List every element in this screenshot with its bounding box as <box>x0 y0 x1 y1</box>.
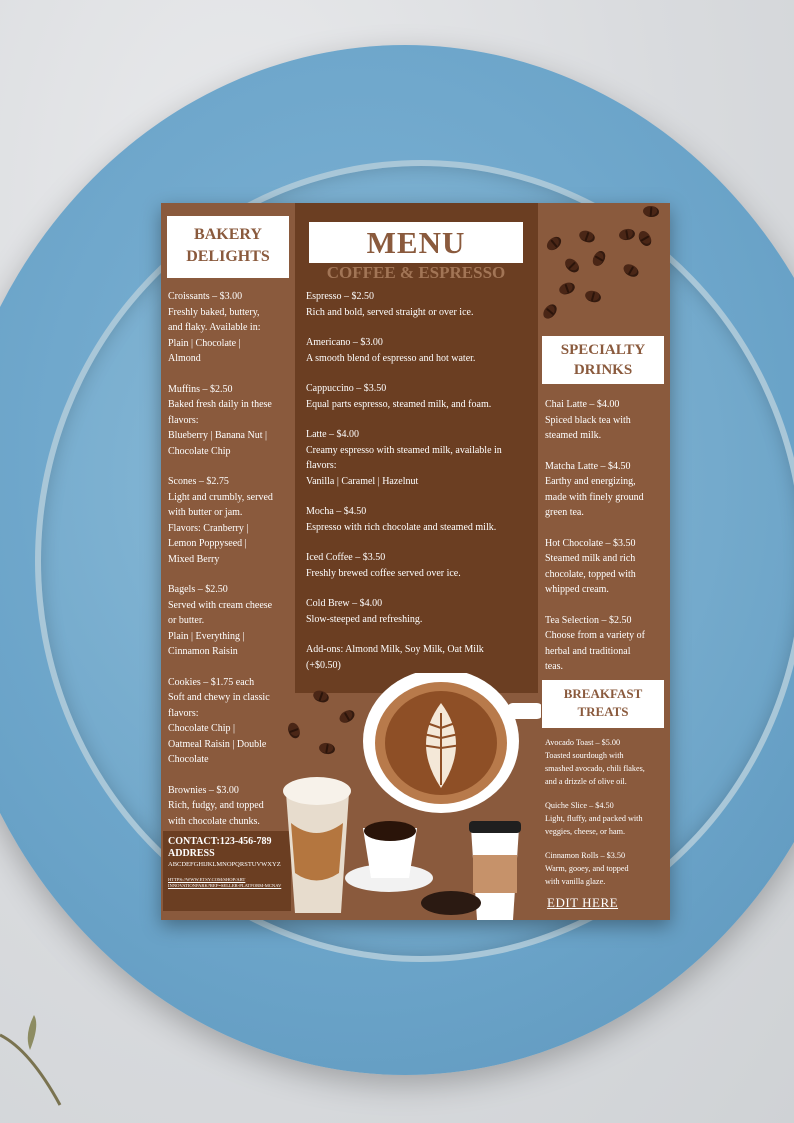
bakery-heading-line1: BAKERY <box>194 226 262 243</box>
menu-card <box>161 203 670 920</box>
item-line: Muffins – $2.50 <box>168 383 233 395</box>
breakfast-item-avocado <box>545 736 669 788</box>
contact-address-value: ABCDEFGHIJKLMNOPQRSTUVWXYZ <box>168 861 281 868</box>
coffee-item-iced-coffee <box>306 550 534 581</box>
item-line: Oatmeal Raisin | Double <box>168 738 267 750</box>
item-line: and flaky. Available in: <box>168 322 261 333</box>
contact-phone: CONTACT:123-456-789 <box>168 836 272 847</box>
coffee-item-mocha <box>306 504 534 535</box>
item-line: Add-ons: Almond Milk, Soy Milk, Oat Milk <box>306 644 484 655</box>
item-line: Rich, fudgy, and topped <box>168 800 264 811</box>
item-line: veggies, cheese, or ham. <box>545 827 626 836</box>
item-line: chocolate, topped with <box>545 568 636 580</box>
bakery-item-muffins <box>168 382 294 460</box>
breakfast-item-quiche <box>545 799 669 838</box>
specialty-item-chai <box>545 397 669 444</box>
item-line: Espresso with rich chocolate and steamed milk. <box>306 521 497 533</box>
item-line: Bagels – $2.50 <box>168 584 228 595</box>
specialty-heading <box>542 336 664 384</box>
item-line: Latte – $4.00 <box>306 429 360 440</box>
item-line: Chocolate <box>168 754 209 765</box>
coffee-item-latte <box>306 427 534 489</box>
item-line: Spiced black tea with <box>545 414 631 426</box>
item-line: Earthy and energizing, <box>545 476 636 487</box>
item-line: Chai Latte – $4.00 <box>545 399 620 410</box>
item-line: Brownies – $3.00 <box>168 784 239 796</box>
item-line: herbal and traditional <box>545 645 631 657</box>
breakfast-heading-line2: TREATS <box>577 704 629 719</box>
coffee-item-cold-brew <box>306 596 534 627</box>
item-line: Cappuccino – $3.50 <box>306 383 387 394</box>
item-line: green tea. <box>545 507 584 518</box>
item-line: Freshly baked, buttery, <box>168 306 260 318</box>
item-line: Flavors: Cranberry | <box>168 522 249 534</box>
specialty-list <box>545 397 669 690</box>
coffee-item-cappuccino <box>306 381 534 412</box>
item-line: Mixed Berry <box>168 553 220 565</box>
breakfast-item-cinnamon <box>545 849 669 888</box>
item-line: Quiche Slice – $4.50 <box>545 801 614 810</box>
item-line: with butter or jam. <box>168 507 243 518</box>
item-line: Almond <box>168 353 201 364</box>
item-line: Cold Brew – $4.00 <box>306 598 383 609</box>
bakery-item-cookies <box>168 675 294 768</box>
specialty-item-matcha <box>545 459 669 521</box>
bakery-item-brownies <box>168 783 294 830</box>
contact-address-label: ADDRESS <box>168 848 215 859</box>
item-line: Matcha Latte – $4.50 <box>545 460 631 472</box>
specialty-item-tea <box>545 613 669 675</box>
specialty-heading-line2: DRINKS <box>573 362 633 378</box>
item-line: Blueberry | Banana Nut | <box>168 430 267 441</box>
breakfast-heading-line1: BREAKFAST <box>563 686 643 701</box>
item-line: Espresso – $2.50 <box>306 291 375 302</box>
specialty-heading-line1: SPECIALTY <box>560 342 646 358</box>
bakery-item-scones <box>168 474 294 567</box>
item-line: Chocolate Chip <box>168 445 231 457</box>
item-line: Avocado Toast – $5.00 <box>545 738 621 747</box>
breakfast-heading <box>542 680 664 728</box>
menu-subtitle: COFFEE & ESPRESSO <box>326 263 506 282</box>
item-line: and a drizzle of olive oil. <box>545 777 627 786</box>
item-line: Freshly brewed coffee served over ice. <box>306 567 461 579</box>
item-line: Scones – $2.75 <box>168 476 229 487</box>
item-line: Americano – $3.00 <box>306 337 383 348</box>
coffee-list <box>306 289 534 688</box>
bakery-item-bagels <box>168 582 294 660</box>
item-line: Choose from a variety of <box>545 630 645 641</box>
item-line: Cinnamon Rolls – $3.50 <box>545 851 626 860</box>
item-line: teas. <box>545 661 564 672</box>
item-line: flavors: <box>168 707 199 719</box>
item-line: Warm, gooey, and topped <box>545 864 629 873</box>
item-line: Rich and bold, served straight or over ice. <box>306 306 474 318</box>
item-line: Creamy espresso with steamed milk, available in <box>306 444 502 456</box>
item-line: Vanilla | Caramel | Hazelnut <box>306 475 419 487</box>
item-line: Croissants – $3.00 <box>168 291 243 302</box>
plant-stem <box>0 1010 70 1120</box>
item-line: Lemon Poppyseed | <box>168 538 247 549</box>
coffee-item-espresso <box>306 289 534 320</box>
item-line: Slow-steeped and refreshing. <box>306 613 423 625</box>
item-line: Plain | Everything | <box>168 630 245 642</box>
item-line: Soft and chewy in classic <box>168 692 270 703</box>
item-line: Steamed milk and rich <box>545 553 636 564</box>
item-line: or butter. <box>168 615 205 626</box>
item-line: with chocolate chunks. <box>168 815 260 827</box>
item-line: smashed avocado, chili flakes, <box>545 764 645 773</box>
item-line: Mocha – $4.50 <box>306 506 367 517</box>
edit-here-link[interactable]: EDIT HERE <box>547 895 619 910</box>
item-line: Toasted sourdough with <box>545 751 624 760</box>
item-line: Hot Chocolate – $3.50 <box>545 537 636 549</box>
item-line: Tea Selection – $2.50 <box>545 614 632 626</box>
item-line: (+$0.50) <box>306 659 341 671</box>
item-line: Chocolate Chip | <box>168 723 235 734</box>
coffee-item-americano <box>306 335 534 366</box>
item-line: made with finely ground <box>545 491 644 503</box>
item-line: flavors: <box>168 414 199 426</box>
item-line: steamed milk. <box>545 430 602 441</box>
item-line: Light and crumbly, served <box>168 491 273 503</box>
bakery-heading-line2: DELIGHTS <box>186 248 270 265</box>
item-line: Baked fresh daily in these <box>168 399 272 410</box>
item-line: Cookies – $1.75 each <box>168 676 255 688</box>
item-line: Iced Coffee – $3.50 <box>306 552 386 563</box>
bakery-item-croissants <box>168 289 294 367</box>
coffee-addons <box>306 642 534 673</box>
item-line: Equal parts espresso, steamed milk, and foam. <box>306 398 492 410</box>
contact-box <box>163 831 291 911</box>
item-line: flavors: <box>306 460 337 471</box>
coffee-illustration <box>281 673 541 920</box>
specialty-item-hot-chocolate <box>545 536 669 598</box>
item-line: whipped cream. <box>545 584 609 595</box>
contact-link[interactable]: HTTPS://WWW.ETSY.COM/SHOP/ART INNOVATIONPARK?REF=SELLER-PLATFORM-MCNAV <box>168 877 282 888</box>
item-line: Plain | Chocolate | <box>168 337 241 349</box>
bakery-heading <box>167 216 289 278</box>
item-line: Cinnamon Raisin <box>168 646 238 657</box>
breakfast-list <box>545 736 669 903</box>
item-line: with vanilla glaze. <box>545 877 606 886</box>
bakery-list <box>168 289 294 844</box>
item-line: Light, fluffy, and packed with <box>545 814 643 823</box>
menu-title: MENU <box>309 222 523 263</box>
item-line: A smooth blend of espresso and hot water. <box>306 352 476 364</box>
item-line: Served with cream cheese <box>168 599 273 611</box>
